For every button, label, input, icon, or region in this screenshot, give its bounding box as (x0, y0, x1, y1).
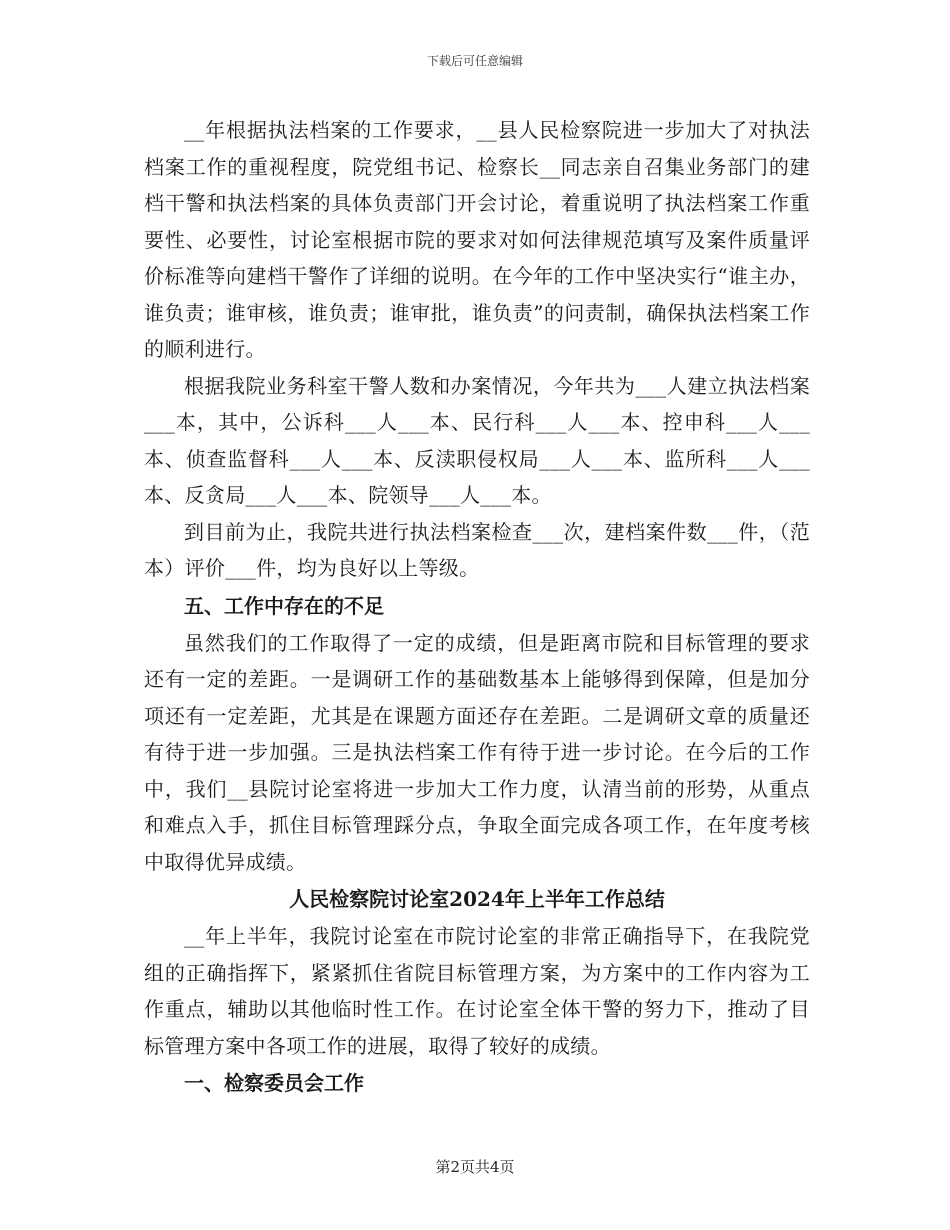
header-note: 下载后可任意编辑 (426, 54, 523, 68)
section-heading-committee-work: 一、检察委员会工作 (184, 1071, 364, 1095)
paragraph-half-year-intro: __年上半年，我院讨论室在市院讨论室的非常正确指导下，在我院党组的正确指挥下，紧紧抓住省院目标管理方案，为方案中的工作内容为工作重点，辅助以其他临时性工作。在讨论室全体干警的努力下，推动了目标管理方案中各项工作的进展，取得了较好的成绩。 (144, 924, 810, 1058)
document-body (144, 112, 810, 1102)
paragraph-shortcomings: 虽然我们的工作取得了一定的成绩，但是距离市院和目标管理的要求还有一定的差距。一是调研工作的基础数基本上能够得到保障，但是加分项还有一定差距，尤其是在课题方面还存在差距。二是调研文章的质量还有待于进一步加强。三是执法档案工作有待于进一步讨论。在今后的工作中，我们__县院讨论室将进一步加大工作力度，认清当前的形势，从重点和难点入手，抓住目标管理踩分点，争取全面完成各项工作，在年度考核中取得优异成绩。 (144, 630, 810, 874)
paragraph-archive-counts: 根据我院业务科室干警人数和办案情况，今年共为___人建立执法档案___本，其中，公诉科___人___本、民行科___人___本、控申科___人___本、侦查监督科___人___本、反渎职侵权局___人___本、监所科___人___本、反贪局___人___本、院领导___人___本。 (144, 373, 810, 507)
paragraph-archive-inspections: 到目前为止，我院共进行执法档案检查___次，建档案件数___件，（范本）评价___件，均为良好以上等级。 (144, 519, 810, 580)
page-number: 第2页共4页 (435, 1158, 515, 1176)
paragraph-archive-requirements: __年根据执法档案的工作要求，__县人民检察院进一步加大了对执法档案工作的重视程度，院党组书记、检察长__同志亲自召集业务部门的建档干警和执法档案的具体负责部门开会讨论，着重说明了执法档案工作重要性、必要性，讨论室根据市院的要求对如何法律规范填写及案件质量评价标准等向建档干警作了详细的说明。在今年的工作中坚决实行“谁主办，谁负责；谁审核，谁负责；谁审批，谁负责”的问责制，确保执法档案工作的顺利进行。 (144, 118, 810, 361)
document-title: 人民检察院讨论室2024年上半年工作总结 (289, 887, 665, 911)
section-heading-shortcomings: 五、工作中存在的不足 (184, 593, 384, 618)
